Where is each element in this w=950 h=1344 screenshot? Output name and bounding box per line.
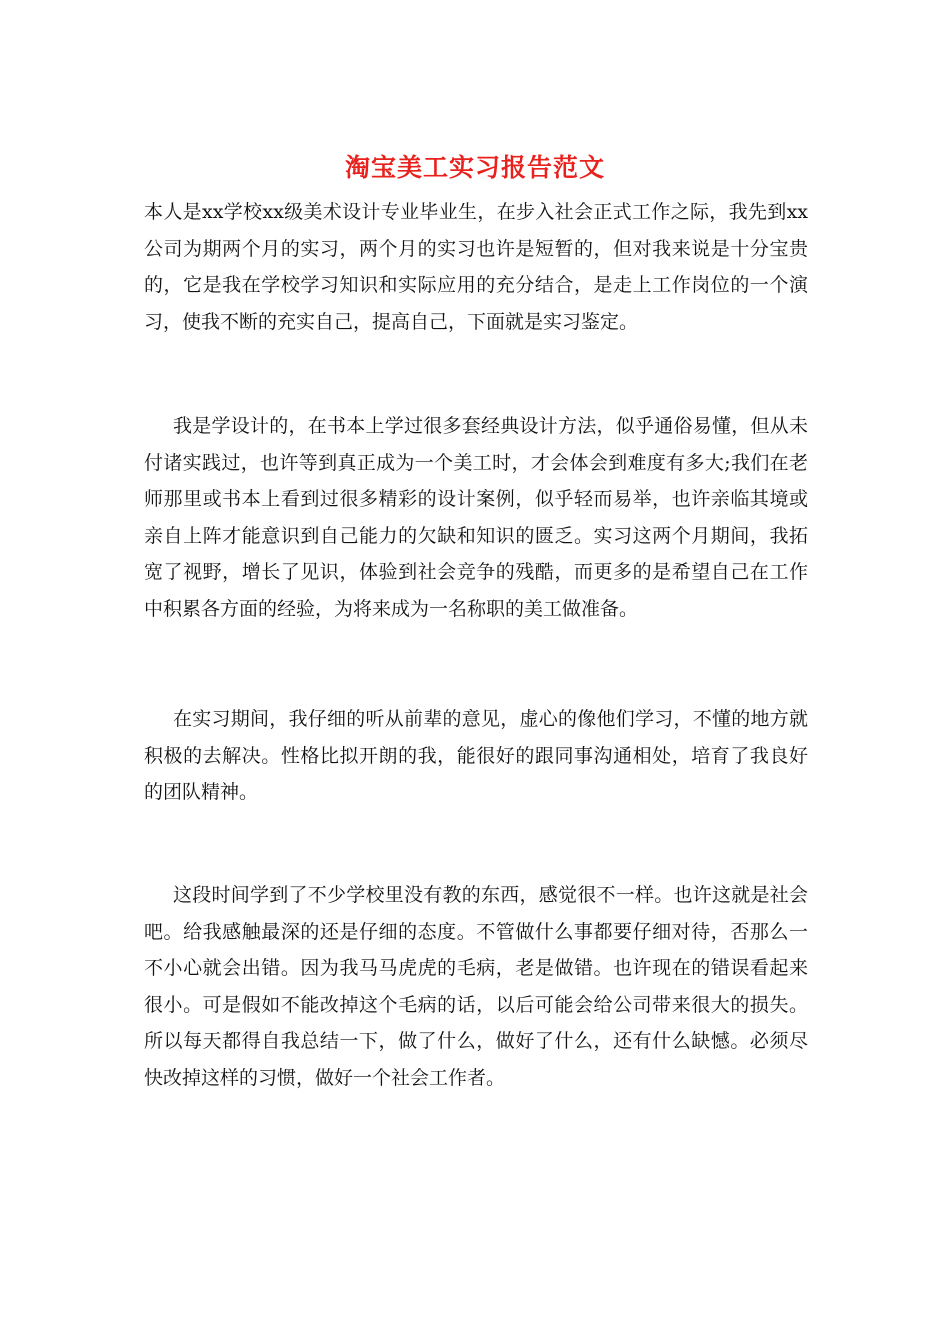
document-title: 淘宝美工实习报告范文 — [344, 153, 605, 182]
paragraph-internship-attitude: 在实习期间，我仔细的听从前辈的意见，虚心的像他们学习，不懂的地方就积极的去解决。性格比拟开朗的我，能很好的跟同事沟通相处，培育了我良好的团队精神。 — [144, 708, 808, 803]
paragraph-lessons-learned: 这段时间学到了不少学校里没有教的东西，感觉很不一样。也许这就是社会吧。给我感触最深的还是仔细的态度。不管做什么事都要仔细对待，否那么一不小心就会出错。因为我马马虎虎的毛病，老是做错。也许现在的错误看起来很小。可是假如不能改掉这个毛病的话，以后可能会给公司带来很大的损失。所以每天都得自我总结一下，做了什么，做好了什么，还有什么缺憾。必须尽快改掉这样的习惯，做好一个社会工作者。 — [144, 884, 808, 1089]
paragraph-design-study: 我是学设计的，在书本上学过很多套经典设计方法，似乎通俗易懂，但从未付诸实践过，也许等到真正成为一个美工时，才会体会到难度有多大;我们在老师那里或书本上看到过很多精彩的设计案例，似乎轻而易举，也许亲临其境或亲自上阵才能意识到自己能力的欠缺和知识的匮乏。实习这两个月期间，我拓宽了视野，增长了见识，体验到社会竞争的残酷，而更多的是希望自己在工作中积累各方面的经验，为将来成为一名称职的美工做准备。 — [144, 415, 808, 620]
paragraph-intro: 本人是xx学校xx级美术设计专业毕业生，在步入社会正式工作之际，我先到xx公司为期两个月的实习，两个月的实习也许是短暂的，但对我来说是十分宝贵的，它是我在学校学习知识和实际应用的充分结合，是走上工作岗位的一个演习，使我不断的充实自己，提高自己，下面就是实习鉴定。 — [144, 201, 808, 333]
